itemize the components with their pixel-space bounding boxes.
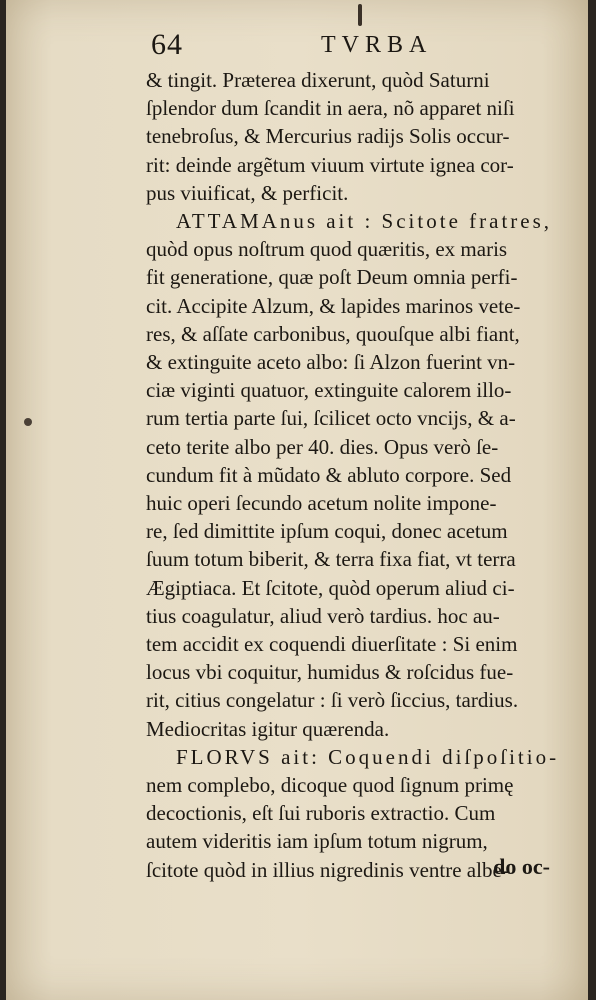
ink-mark (358, 4, 362, 26)
text-line: cundum fit à mũdato & abluto corpore. Sed (146, 462, 512, 487)
text-line: res, & aſſate carbonibus, quouſque albi fiant, (146, 321, 520, 346)
text-line: decoctionis, eſt ſui ruboris extractio. Cum (146, 801, 496, 826)
margin-dot (24, 418, 32, 426)
text-line: quòd opus noſtrum quod quæritis, ex maris (146, 237, 508, 262)
text-line: rit, citius congelatur : ſi verò ſiccius, tardius. (146, 688, 519, 713)
text-line: re, ſed dimittite ipſum coqui, donec acetum (146, 519, 508, 544)
text-line: tius coagulatur, aliud verò tardius. hoc au- (146, 603, 500, 628)
paragraph-start-attamanus: ATTAMAnus ait : Scitote fratres, (176, 209, 553, 234)
page-number: 64 (151, 28, 183, 61)
text-line: ciæ viginti quatuor, extinguite calorem illo- (146, 378, 512, 403)
running-head: TVRBA (321, 32, 433, 58)
paragraph-start-florus: FLORVS ait: Coquendi diſpoſitio- (176, 744, 560, 769)
book-page (6, 0, 588, 1000)
text-line: rit: deinde argẽtum viuum virtute ignea cor- (146, 152, 514, 177)
text-line: tenebroſus, & Mercurius radijs Solis occur- (146, 124, 510, 149)
text-line: Mediocritas igitur quærenda. (146, 716, 390, 741)
text-line: cit. Accipite Alzum, & lapides marinos vete- (146, 293, 521, 318)
text-line: rum tertia parte ſui, ſcilicet octo vncijs, & a- (146, 406, 516, 431)
body-text (146, 66, 564, 884)
text-line: Ægiptiaca. Et ſcitote, quòd operum aliud ci- (146, 575, 515, 600)
page-header (151, 28, 528, 68)
text-line: locus vbi coquitur, humidus & roſcidus fue- (146, 660, 514, 685)
text-line: & extinguite aceto albo: ſi Alzon fuerint vn- (146, 350, 516, 375)
text-line: pus viuificat, & perficit. (146, 180, 349, 205)
text-line: ſplendor dum ſcandit in aera, nõ apparet niſi (146, 96, 515, 121)
text-line: nem complebo, dicoque quod ſignum primę (146, 773, 514, 798)
text-line: autem videritis iam ipſum totum nigrum, (146, 829, 488, 854)
text-line: ſuum totum biberit, & terra fixa fiat, vt terra (146, 547, 516, 572)
text-line: ceto terite albo per 40. dies. Opus verò ſe- (146, 434, 499, 459)
text-line: ſcitote quòd in illius nigredinis ventre albe- (146, 857, 509, 882)
catchword: do oc- (493, 854, 550, 879)
text-line: fit generatione, quæ poſt Deum omnia perfi- (146, 265, 518, 290)
text-line: tem accidit ex coquendi diuerſitate : Si enim (146, 632, 518, 657)
text-line: & tingit. Præterea dixerunt, quòd Saturni (146, 68, 490, 92)
text-line: huic operi ſecundo acetum nolite impone- (146, 491, 497, 516)
